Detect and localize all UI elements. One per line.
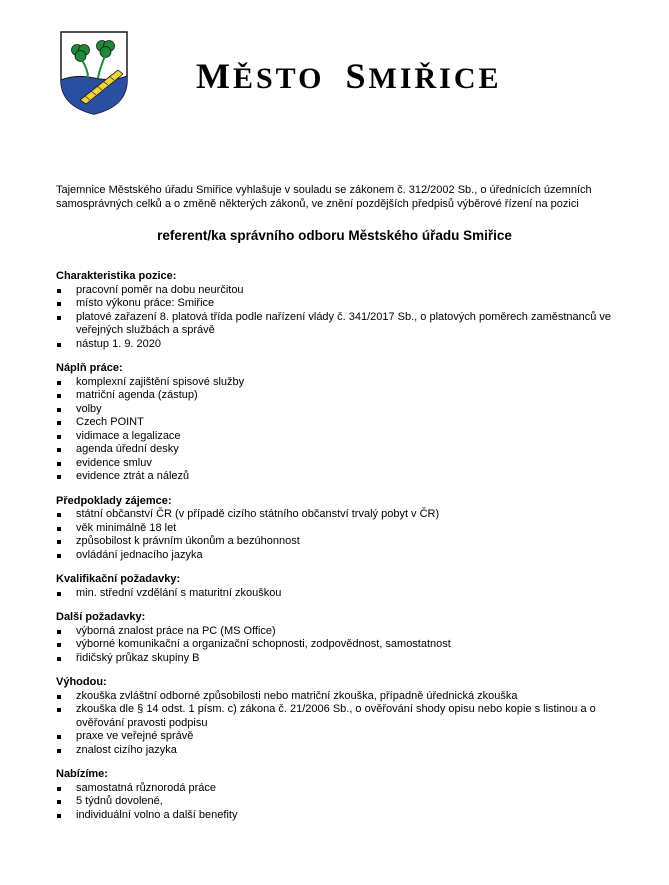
section [56, 768, 631, 822]
list-item: věk minimálně 18 let [56, 522, 631, 536]
list-item: matriční agenda (zástup) [56, 389, 631, 403]
list-item: zkouška zvláštní odborné způsobilosti nebo matriční zkouška, případně úřednická zkouška [56, 690, 631, 704]
title-rest: MIŘICE [368, 62, 502, 95]
list-item: volby [56, 403, 631, 417]
section-heading: Charakteristika pozice: [56, 270, 177, 282]
town-crest-icon [58, 30, 130, 116]
intro-paragraph: Tajemnice Městského úřadu Smiřice vyhlašuje v souladu se zákonem č. 312/2002 Sb., o úřednících územních samosprávných celků a o změně některých zákonů, ve znění pozdějších předpisů výběrové řízení na pozici [56, 184, 592, 210]
list-item: výborná znalost práce na PC (MS Office) [56, 625, 631, 639]
section [56, 611, 631, 665]
list-item: ovládání jednacího jazyka [56, 549, 631, 563]
section-heading: Kvalifikační požadavky: [56, 573, 181, 585]
list-item: agenda úřední desky [56, 443, 631, 457]
town-title [196, 56, 502, 99]
list-item: způsobilost k právním úkonům a bezúhonnost [56, 535, 631, 549]
list-item: místo výkonu práce: Smiřice [56, 297, 631, 311]
bullet-list [56, 376, 631, 484]
bullet-list [56, 782, 631, 823]
list-item: výborné komunikační a organizační schopnosti, zodpovědnost, samostatnost [56, 638, 631, 652]
list-item: komplexní zajištění spisové služby [56, 376, 631, 390]
list-item: znalost cizího jazyka [56, 744, 631, 758]
bullet-list [56, 284, 631, 352]
section [56, 573, 631, 600]
section [56, 676, 631, 757]
section [56, 270, 631, 351]
section-heading: Další požadavky: [56, 611, 146, 623]
bullet-list [56, 690, 631, 758]
bullet-list [56, 625, 631, 666]
position-title: referent/ka správního odboru Městského úřadu Smiřice [157, 228, 512, 243]
title-initial: S [345, 56, 369, 96]
list-item: evidence ztrát a nálezů [56, 470, 631, 484]
bullet-list [56, 587, 631, 601]
bullet-list [56, 508, 631, 562]
list-item: pracovní poměr na dobu neurčitou [56, 284, 631, 298]
section-heading: Předpoklady zájemce: [56, 494, 172, 507]
list-item: samostatná různorodá práce [56, 782, 631, 796]
title-initial: M [196, 56, 233, 96]
section [56, 495, 631, 563]
list-item: státní občanství ČR (v případě cizího státního občanství trvalý pobyt v ČR) [56, 508, 631, 522]
section-heading: Výhodou: [56, 676, 107, 688]
list-item: nástup 1. 9. 2020 [56, 338, 631, 352]
list-item: evidence smluv [56, 457, 631, 471]
section-heading: Nabízíme: [56, 768, 108, 780]
list-item: 5 týdnů dovolené, [56, 795, 631, 809]
list-item: praxe ve veřejné správě [56, 730, 631, 744]
section-heading: Náplň práce: [56, 362, 123, 374]
list-item: platové zařazení 8. platová třída podle nařízení vlády č. 341/2017 Sb., o platových poměrech zaměstnanců ve veřejných službách a správě [56, 311, 631, 338]
list-item: min. střední vzdělání s maturitní zkouškou [56, 587, 631, 601]
list-item: vidimace a legalizace [56, 430, 631, 444]
list-item: individuální volno a další benefity [56, 809, 631, 823]
section [56, 362, 631, 484]
list-item: řidičský průkaz skupiny B [56, 652, 631, 666]
list-item: zkouška dle § 14 odst. 1 písm. c) zákona č. 21/2006 Sb., o ověřování shody opisu nebo kopie s listinou a o ověřování pravosti podpisu [56, 703, 631, 730]
job-sections [56, 270, 631, 833]
list-item: Czech POINT [56, 416, 631, 430]
title-rest: ĚSTO [232, 62, 325, 95]
